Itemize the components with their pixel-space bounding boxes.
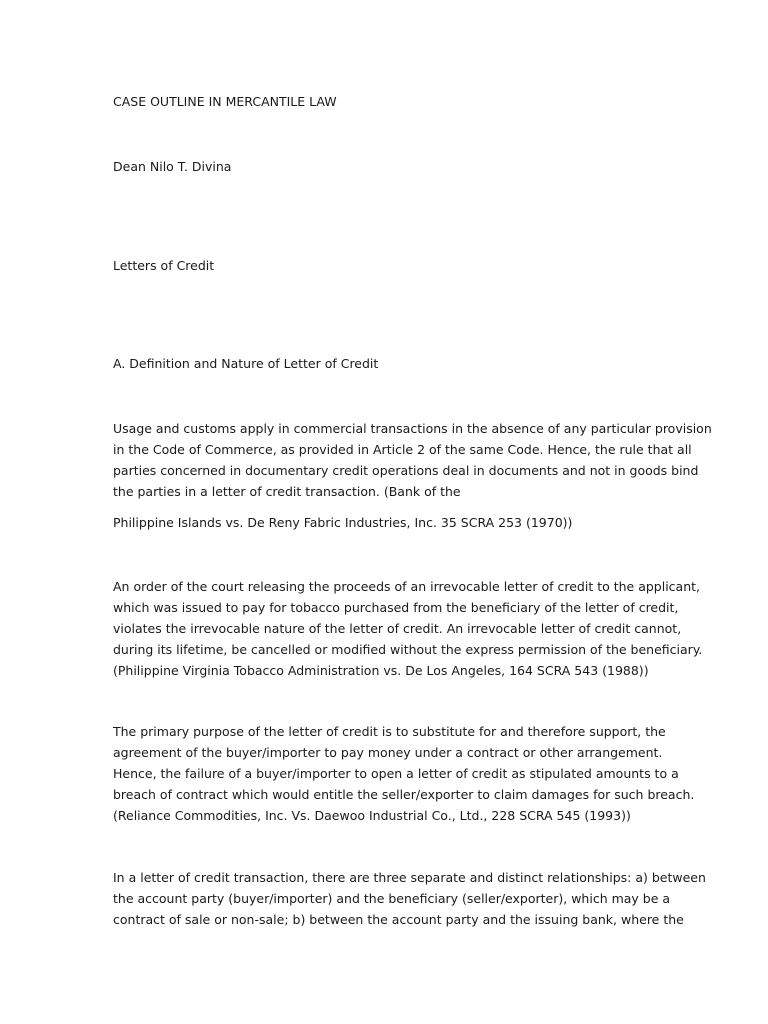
document-author: Dean Nilo T. Divina [113, 159, 232, 174]
document-topic: Letters of Credit [113, 258, 215, 273]
paragraph-line: in the Code of Commerce, as provided in Article 2 of the same Code. Hence, the rule that all [113, 442, 692, 457]
paragraph-primary-purpose [113, 721, 709, 826]
paragraph-line: which was issued to pay for tobacco purchased from the beneficiary of the letter of credit, [113, 600, 679, 615]
paragraph-line: Philippine Islands vs. De Reny Fabric Industries, Inc. 35 SCRA 253 (1970)) [113, 515, 573, 530]
paragraph-line: contract of sale or non-sale; b) between the account party and the issuing bank, where the [113, 912, 684, 927]
section-heading: A. Definition and Nature of Letter of Credit [113, 356, 379, 371]
paragraph-line: the parties in a letter of credit transaction. (Bank of the [113, 484, 461, 499]
document-title: CASE OUTLINE IN MERCANTILE LAW [113, 94, 337, 109]
paragraph-irrevocable-lc [113, 576, 709, 681]
paragraph-line: An order of the court releasing the proceeds of an irrevocable letter of credit to the applicant, [113, 579, 701, 594]
paragraph-line: violates the irrevocable nature of the letter of credit. An irrevocable letter of credit cannot, [113, 621, 682, 636]
paragraph-line: agreement of the buyer/importer to pay money under a contract or other arrangement. [113, 745, 663, 760]
paragraph-three-relationships [113, 867, 709, 930]
paragraph-citation-bpi [113, 512, 709, 533]
paragraph-line: (Philippine Virginia Tobacco Administration vs. De Los Angeles, 164 SCRA 543 (1988)) [113, 663, 649, 678]
paragraph-line: In a letter of credit transaction, there are three separate and distinct relationships: a) between [113, 870, 706, 885]
paragraph-line: parties concerned in documentary credit operations deal in documents and not in goods bind [113, 463, 699, 478]
paragraph-line: (Reliance Commodities, Inc. Vs. Daewoo Industrial Co., Ltd., 228 SCRA 545 (1993)) [113, 808, 631, 823]
paragraph-line: The primary purpose of the letter of credit is to substitute for and therefore support, the [113, 724, 666, 739]
paragraph-usage-customs [113, 418, 712, 502]
paragraph-line: Usage and customs apply in commercial transactions in the absence of any particular provision [113, 421, 712, 436]
paragraph-line: Hence, the failure of a buyer/importer to open a letter of credit as stipulated amounts to a [113, 766, 679, 781]
paragraph-line: the account party (buyer/importer) and the beneficiary (seller/exporter), which may be a [113, 891, 671, 906]
paragraph-line: breach of contract which would entitle the seller/exporter to claim damages for such breach. [113, 787, 695, 802]
paragraph-line: during its lifetime, be cancelled or modified without the express permission of the beneficiary. [113, 642, 703, 657]
